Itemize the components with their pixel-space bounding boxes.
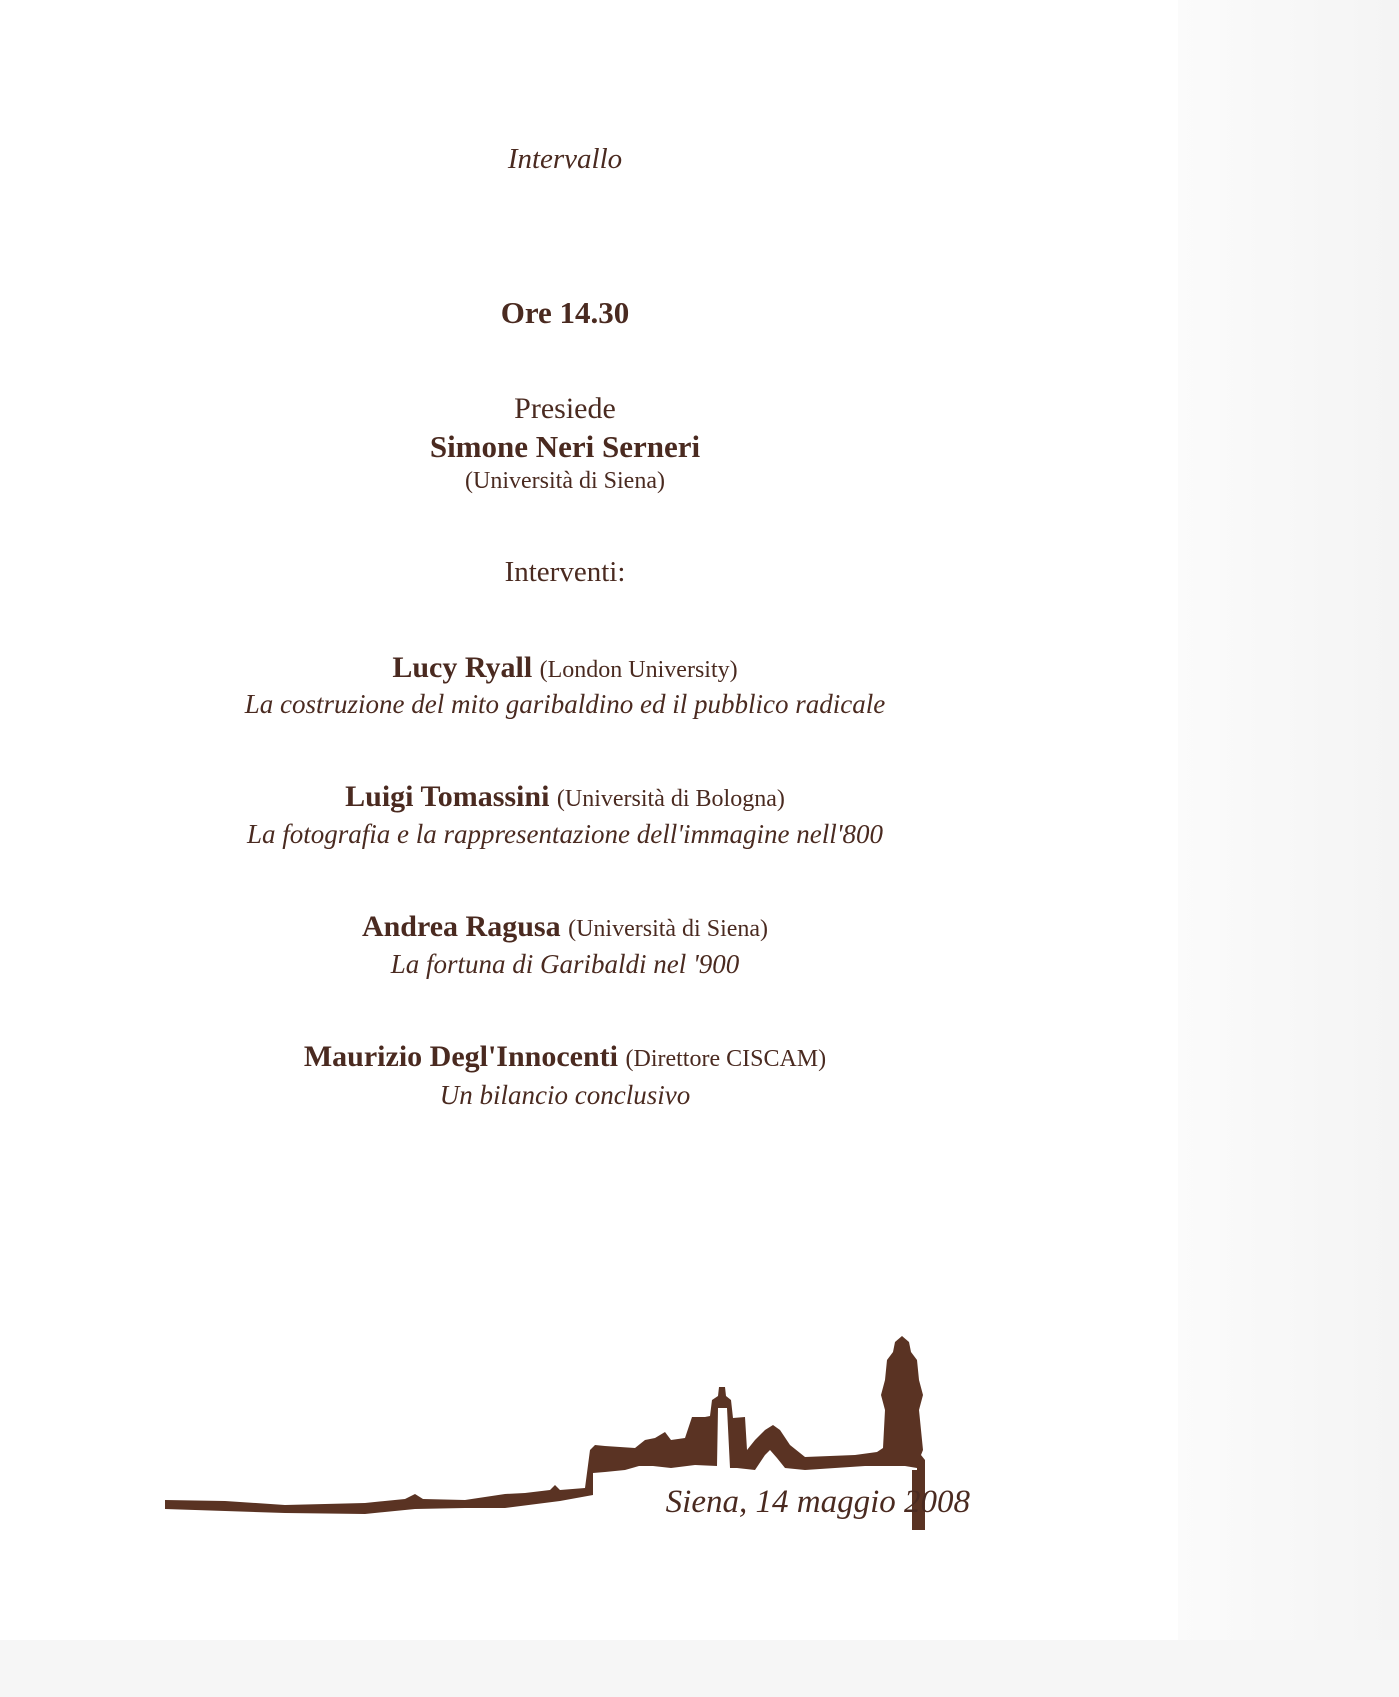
intervallo-label: Intervallo [507, 143, 623, 175]
speaker-name: Luigi Tomassini [345, 780, 550, 813]
chair-affiliation: (Università di Siena) [465, 468, 665, 494]
speaker-name: Maurizio Degl'Innocenti [303, 1040, 618, 1073]
place-date: Siena, 14 maggio 2008 [665, 1484, 970, 1520]
speaker-name: Lucy Ryall [392, 651, 533, 684]
speaker-affiliation: (London University) [539, 657, 738, 683]
talk-title: La fortuna di Garibaldi nel '900 [390, 949, 740, 979]
speaker-entry [0, 1040, 1130, 1074]
speaker-affiliation: (Università di Bologna) [556, 786, 785, 812]
session-time: Ore 14.30 [500, 295, 630, 330]
page-edge-shade [1178, 0, 1399, 1697]
speaker-entry [0, 651, 1130, 685]
speaker-entry [0, 910, 1130, 944]
talk-title: Un bilancio conclusivo [439, 1080, 691, 1110]
speaker-affiliation: (Università di Siena) [568, 916, 769, 942]
interventi-heading: Interventi: [504, 556, 626, 588]
chair-role: Presiede [514, 392, 616, 425]
chair-name: Simone Neri Serneri [429, 429, 701, 464]
bottom-edge-shade [0, 1640, 1399, 1697]
talk-title: La costruzione del mito garibaldino ed il pubblico radicale [244, 689, 886, 719]
speaker-entry [0, 780, 1130, 814]
speaker-affiliation: (Direttore CISCAM) [625, 1046, 827, 1072]
speaker-name: Andrea Ragusa [361, 910, 561, 943]
talk-title: La fotografia e la rappresentazione dell'immagine nell'800 [246, 819, 883, 849]
